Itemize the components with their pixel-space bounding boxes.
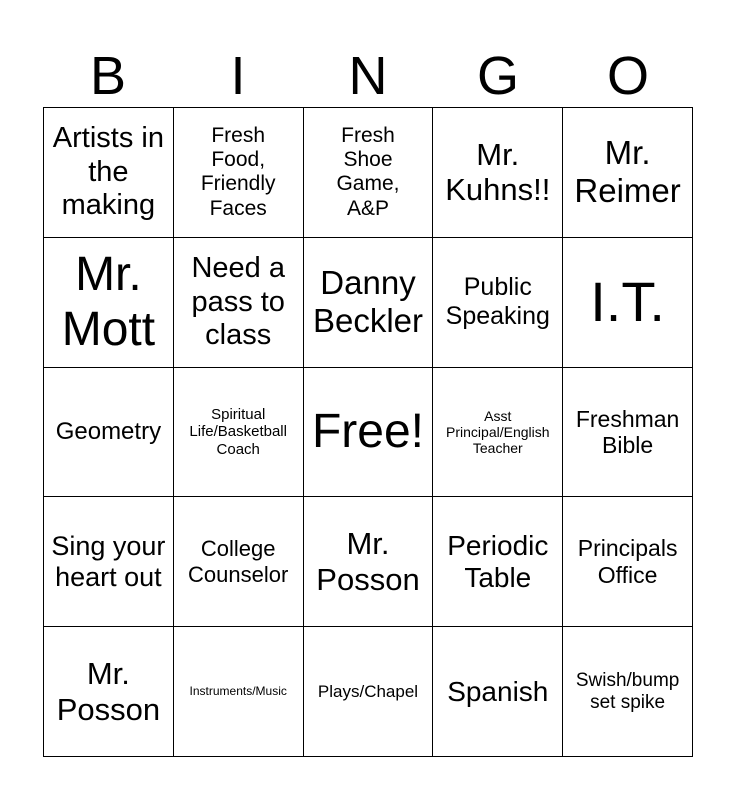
cell-text: Geometry [55,418,162,446]
header-letter-n: N [348,46,388,106]
bingo-cell[interactable] [44,108,174,238]
bingo-cell[interactable] [304,108,434,238]
bingo-cell[interactable] [563,108,693,238]
bingo-cell[interactable] [174,368,304,498]
bingo-cell[interactable] [174,497,304,627]
cell-text: Swish/bump set spike [575,669,680,713]
cell-text: Freshman Bible [575,405,680,458]
free-space-cell[interactable] [304,368,434,498]
header-letter-g: G [476,46,519,106]
bingo-cell[interactable] [433,238,563,368]
bingo-cell[interactable] [44,627,174,757]
cell-text: Spiritual Life/Basketball Coach [189,406,287,458]
cell-text: Artists in the making [52,122,164,222]
cell-text: Principals Office [577,535,678,588]
header-letter-i: I [230,46,246,106]
header-letter-b: B [89,46,127,106]
bingo-cell[interactable] [174,238,304,368]
cell-text: Plays/Chapel [317,681,419,701]
bingo-cell[interactable] [433,497,563,627]
cell-text: Spanish [447,675,549,707]
cell-text: Mr. Reimer [574,134,681,210]
bingo-cell[interactable] [174,108,304,238]
bingo-card-grid [43,107,693,757]
cell-text: Mr. Posson [56,655,161,727]
bingo-cell[interactable] [563,497,693,627]
cell-text: Sing your heart out [51,530,166,592]
cell-text: College Counselor [188,536,289,587]
header-letter-o: O [606,46,649,106]
bingo-cell[interactable] [563,368,693,498]
bingo-cell[interactable] [433,368,563,498]
bingo-cell[interactable] [304,238,434,368]
bingo-cell[interactable] [563,238,693,368]
bingo-cell[interactable] [174,627,304,757]
bingo-cell[interactable] [304,497,434,627]
bingo-cell[interactable] [44,368,174,498]
bingo-header [43,44,693,108]
cell-text: Fresh Food, Friendly Faces [200,124,276,220]
cell-text: I.T. [590,270,665,333]
cell-text: Asst Principal/English Teacher [446,407,550,457]
cell-text: Periodic Table [447,529,549,593]
bingo-cell[interactable] [433,627,563,757]
bingo-cell[interactable] [44,497,174,627]
cell-text: Public Speaking [445,273,550,331]
cell-text: Fresh Shoe Game, A&P [336,124,400,220]
cell-text: Need a pass to class [191,252,285,351]
cell-text: Free! [311,405,424,459]
cell-text: Instruments/Music [189,683,287,698]
bingo-cell[interactable] [304,627,434,757]
cell-text: Mr. Mott [61,248,156,357]
cell-text: Danny Beckler [312,264,424,340]
cell-text: Mr. Posson [316,526,420,597]
bingo-cell[interactable] [433,108,563,238]
bingo-cell[interactable] [563,627,693,757]
cell-text: Mr. Kuhns!! [445,136,551,208]
bingo-cell[interactable] [44,238,174,368]
